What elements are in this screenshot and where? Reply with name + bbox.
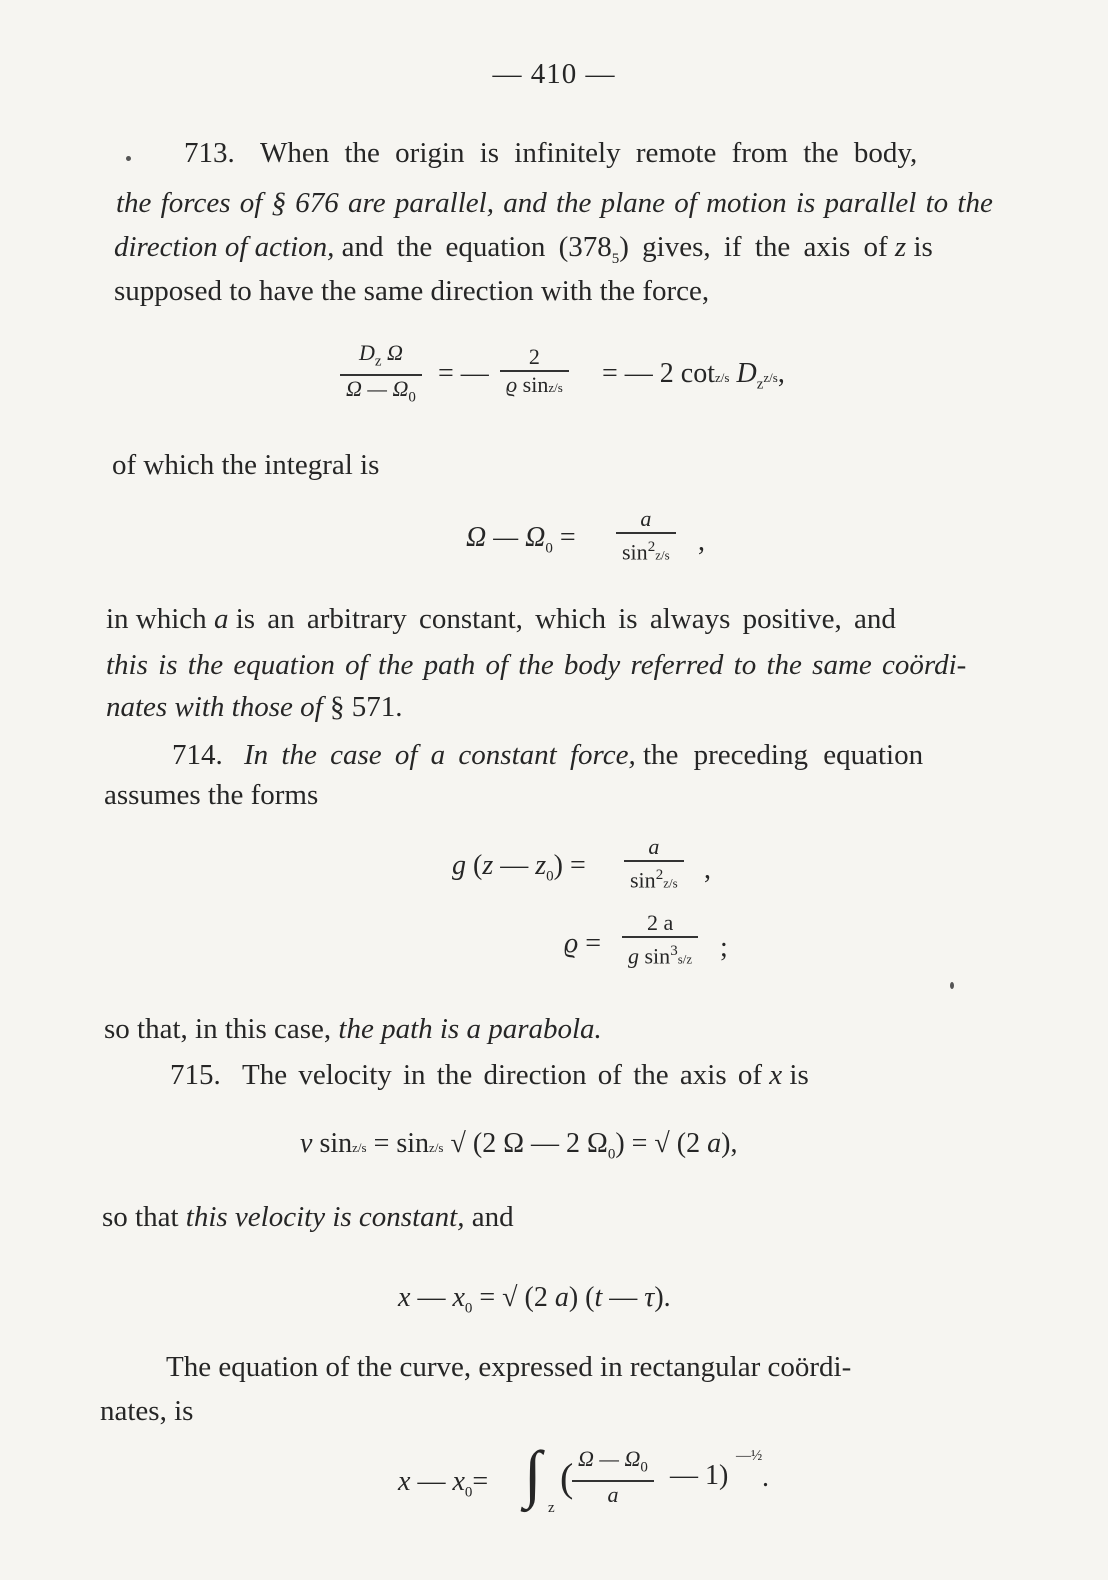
para-715b-line-2: nates, is (100, 1395, 194, 1427)
axis-variable-z: z (894, 231, 907, 263)
eq1-fraction-left: $\frac{D_z \Omega}{\Omega — \Omega_0}$ (340, 340, 422, 411)
para-713b-line-1: in which a is an arbitrary constant, which is always positive, and (106, 603, 896, 635)
section-number-714: 714. (172, 739, 223, 771)
para-713-text-3b: ) gives, if the axis of (619, 231, 888, 263)
eq1-fraction-middle: $\frac{2}{\text{ϱ sinz/s}}$ (500, 344, 569, 401)
para-714-line-1: 714. In the case of a constant force, the preceding equation (172, 739, 924, 771)
para-713b-line-3: nates with those of § 571. (106, 691, 403, 723)
scan-speck (126, 156, 131, 161)
scan-speck (950, 982, 954, 989)
integral-sign: ∫ (524, 1438, 542, 1509)
page-number: — 410 — (492, 58, 616, 90)
eq1-rhs: = — 2 cotz/s $D_zz/s$, (602, 358, 785, 393)
eq1-equals-minus: = — (438, 358, 489, 389)
para-713-line-1 (116, 136, 1064, 170)
para-713b-line-2: this is the equation of the path of the body referred to the same coördi- (106, 649, 967, 681)
integral-intro-line: of which the integral is (112, 449, 380, 481)
equation-7: x — $x_0=$ ∫ z ( $\frac{\Omega — \Omega_0}{a}$ — 1) —½ . (398, 1440, 798, 1530)
para-714-conclusion: so that, in this case, the path is a parabola. (104, 1013, 602, 1045)
eq2-fraction: $\frac{a}{\sin^2z/s}$ (616, 506, 676, 568)
para-713-italic-3: direction of action, (114, 231, 335, 263)
para-715-line-1: 715. The velocity in the direction of the axis of x is (170, 1059, 809, 1091)
para-713-text-3a: and the equation (378 (341, 231, 612, 263)
equation-6: x — $x_0$ = √ (2 a) (t — τ). (398, 1282, 671, 1317)
para-713-line-4: supposed to have the same direction with the force, (114, 275, 710, 307)
para-713-text-3c: is (913, 231, 933, 263)
section-number-713: 713. (184, 137, 235, 169)
para-714-line-2: assumes the forms (104, 779, 319, 811)
equation-4: ϱ = $\frac{2 a}{g \sin^3s/z}$ ; (564, 910, 744, 976)
eq7-fraction: $\frac{\Omega — \Omega_0}{a}$ (572, 1446, 654, 1508)
para-715b-line-1: The equation of the curve, expressed in rectangular coördi- (166, 1351, 852, 1383)
para-713-line-3 (114, 230, 1064, 276)
para-713-line-2 (116, 186, 1064, 220)
section-number-715: 715. (170, 1059, 221, 1091)
equation-3: g (z — $z_0$) = $\frac{a}{\sin^2z/s}$ , (452, 834, 732, 900)
eq3-fraction: $\frac{a}{\sin^2z/s}$ (624, 834, 684, 896)
equation-2: Ω — $\Omega_0$ = $\frac{a}{\sin^2z/s}$ , (466, 506, 726, 576)
equation-1 (340, 340, 860, 410)
equation-5: v sinz/s = sinz/s √ (2 Ω — 2 $\Omega_0$) = √ (2 a), (300, 1128, 738, 1163)
eq4-fraction: $\frac{2 a}{g \sin^3s/z}$ (622, 910, 698, 972)
eq-ref-subscript: 5 (611, 250, 620, 267)
para-713-text-1: When the origin is infinitely remote from the body, (260, 137, 918, 169)
para-713-italic-2: the forces of § 676 are parallel, and the plane of motion is parallel to the (116, 187, 993, 219)
para-715-line-2: so that this velocity is constant, and (102, 1201, 514, 1233)
